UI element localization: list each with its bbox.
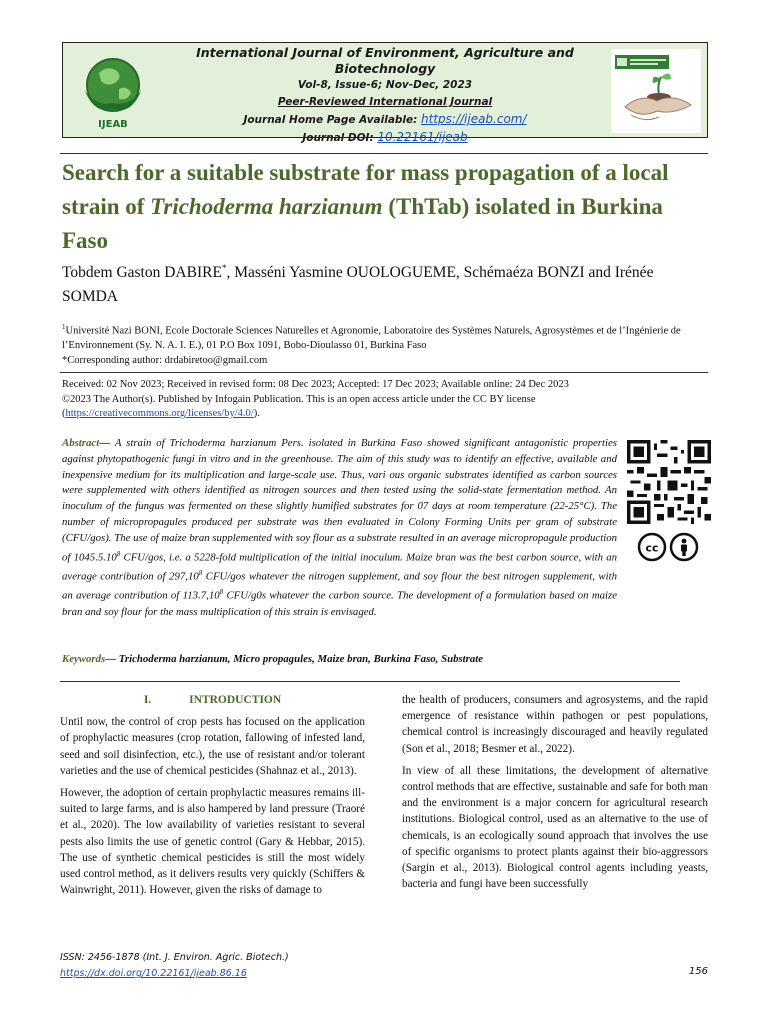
qr-code-icon[interactable]	[626, 440, 712, 524]
doi-line	[163, 129, 607, 147]
section-number: I.	[143, 694, 152, 706]
plant-in-hands-icon	[611, 49, 701, 133]
abstract: Abstract— A strain of Trichoderma harzianum Pers. isolated in Burkina Faso showed significant antagonistic properties against phytopathogenic fungi in vitro and in the greenhouse. The aim of this study was to identify an effective, available and inexpensive medium for its multiplication and large-scale use. Thus, vari ous organic substrates identified as carbon sources were supplemented with others identified as nitrogen sources and then tested using the solid-state fermentation method. An inoculum of the fungus was fermented on these slightly humified substrates for 07 days at room temperature (22-25°C). The number of micropropagules produced per substrate was then evaluated in Colony Forming Units per gram of substrate (CFU/gos). The use of maize bran supplemented with soy flour as a substrate resulted in an average micropropagule production of 1045.5.10$^8$ CFU/gos, i.e. a 5228-fold multiplication of the initial inoculum. Maize bran was the best carbon source, with an average contribution of 297,10$^8$ CFU/gos whatever the nitrogen supplement, and soy flour the best nitrogen supplement, with an average contribution of 113.7,10$^8$ CFU/g0s whatever the carbon source. The development of a formulation based on maize bran and soy flour for the mass multiplication of this strain is envisaged.	[62, 437, 618, 618]
publication-dates: Received: 02 Nov 2023; Received in revised form: 08 Dec 2023; Accepted: 17 Dec 2023; Available online: 24 Dec 2023	[62, 379, 569, 390]
paragraph: In view of all these limitations, the development of alternative control methods that are effective, sustainable and safe for both man and the environment is a major concern for agricultural research institutions. Biological control, used as an alternative to the use of chemicals, is an ecologically sound approach that involves the use of specific organisms to protect plants against their bio-aggressors (Sargin et al., 2013). Biological control agents including yeasts, bacteria and fungi have been successfully	[402, 764, 708, 891]
corresponding-author: *Corresponding author: drdabiretoo@gmail.com	[62, 354, 268, 366]
header-divider	[60, 153, 708, 154]
author-list: Tobdem Gaston DABIRE*, Masséni Yasmine OUOLOGUEME, Schémaéza BONZI and Irénée SOMDA	[62, 263, 654, 306]
journal-volume: Vol-8, Issue-6; Nov-Dec, 2023	[297, 79, 473, 91]
journal-header	[62, 42, 708, 144]
page-number: 156	[688, 966, 708, 977]
section-title: INTRODUCTION	[189, 694, 282, 706]
homepage-label: Journal Home Page Available:	[243, 114, 418, 126]
doi-label: Journal DOI:	[302, 132, 374, 144]
homepage-line	[163, 111, 607, 129]
paragraph: the health of producers, consumers and agrosystems, and the rapid emergence of resistance within pathogen or pest populations, chemical control is increasingly discouraged and heavily regulated (Son et al., 2018; Besmer et al., 2022).	[402, 694, 708, 755]
journal-info	[163, 45, 607, 147]
license-link[interactable]: https://creativecommons.org/licenses/by/4.0/	[65, 408, 254, 419]
homepage-link[interactable]: https://ijeab.com/	[421, 112, 527, 126]
section-heading	[60, 692, 365, 708]
keywords: Keywords— Trichoderma harzianum, Micro propagules, Maize bran, Burkina Faso, Substrate	[62, 653, 484, 665]
keywords-text: Trichoderma harzianum, Micro propagules, Maize bran, Burkina Faso, Substrate	[118, 653, 484, 665]
article-doi-link[interactable]: https://dx.doi.org/10.22161/ijeab.86.16	[60, 968, 247, 979]
body-column-right	[402, 692, 708, 898]
body-column-left	[60, 692, 365, 904]
issn: ISSN: 2456-1878 (Int. J. Environ. Agric. Biotech.)	[60, 952, 289, 963]
cc-by-license-icon	[636, 532, 702, 562]
affiliation: $^1$Université Nazi BONI, Ecole Doctorale Sciences Naturelles et Agronomie, Laboratoire des Systèmes Naturels, Agrosystèmes et de l’Ingénierie de l’Environnement (Sy. N. A. I. E.), 01 P.O Box 1091, Bobo-Dioulasso 01, Burkina Faso	[62, 323, 681, 351]
journal-logo-icon	[71, 51, 155, 131]
svg-text:cc: cc	[645, 541, 659, 555]
license-line: ©2023 The Author(s). Published by Infogain Publication. This is an open access article under the CC BY license (https://creativecommons.org/licenses/by/4.0/).	[62, 393, 536, 419]
journal-name: International Journal of Environment, Agriculture and Biotechnology	[196, 45, 574, 76]
peer-reviewed-label: Peer-Reviewed International Journal	[277, 96, 493, 108]
abstract-label: Abstract	[62, 437, 100, 449]
svg-text:IJEAB: IJEAB	[98, 119, 128, 130]
paragraph: However, the adoption of certain prophylactic measures remains ill-suited to large farms, and is also hampered by land pressure (Traoré et al., 2020). The low availability of varieties resistant to several pests also limits the use of genetic control (Gary & Hebbar, 2015). The use of synthetic chemical pesticides is still the most widely used control method, as it delivers results very quickly (Schiffers & Wainwright, 2011). However, given the risks of damage to	[60, 787, 365, 897]
abstract-divider	[60, 681, 680, 682]
journal-doi-link[interactable]: 10.22161/ijeab	[377, 130, 468, 144]
affiliation-divider	[60, 372, 708, 373]
page-footer	[60, 950, 710, 982]
publication-info	[62, 378, 712, 422]
keywords-label: Keywords	[62, 653, 106, 665]
affiliation-block	[62, 320, 712, 368]
paragraph: Until now, the control of crop pests has focused on the application of prophylactic measures (crop rotation, fallowing of infested land, seed and soil disinfection, etc.), the use of resistant and/or tolerant varieties and the use of chemical pesticides (Shahnaz et al., 2013).	[60, 716, 365, 777]
paper-title: Search for a suitable substrate for mass propagation of a local strain of Trichoderma harzianum (ThTab) isolated in Burkina Faso	[62, 160, 669, 253]
